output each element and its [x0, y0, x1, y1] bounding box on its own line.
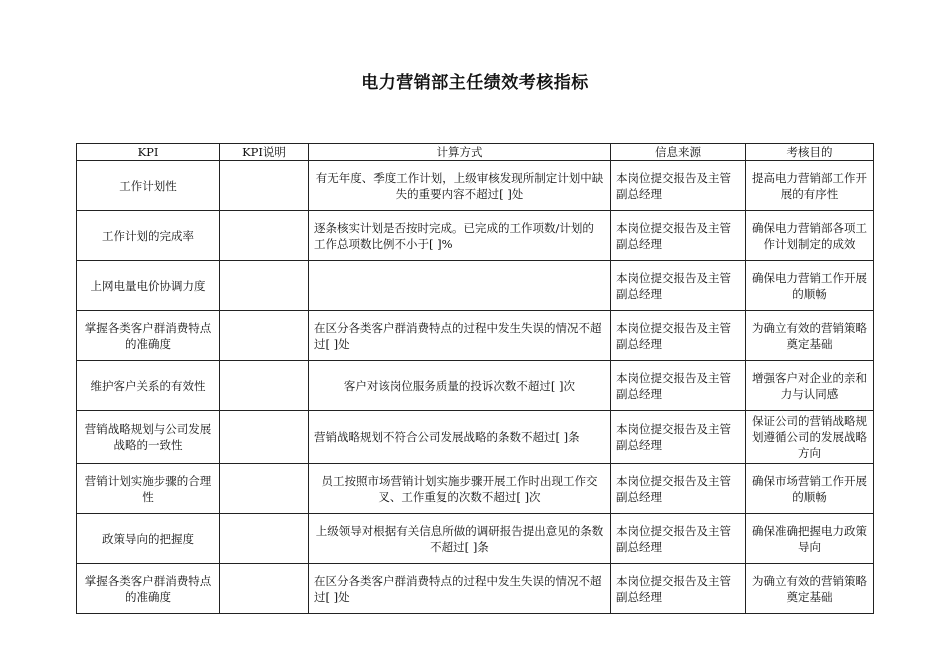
purpose-cell: 确保电力营销工作开展的顺畅: [746, 261, 874, 311]
table-row: [77, 211, 874, 261]
kpi-name-cell: 政策导向的把握度: [77, 514, 220, 564]
info-source-cell: 本岗位提交报告及主管副总经理: [611, 211, 746, 261]
info-source-cell: 本岗位提交报告及主管副总经理: [611, 464, 746, 514]
info-source-cell: 本岗位提交报告及主管副总经理: [611, 514, 746, 564]
kpi-description-cell: [220, 411, 309, 464]
kpi-name-cell: 上网电量电价协调力度: [77, 261, 220, 311]
calculation-cell: 有无年度、季度工作计划，上级审核发现所制定计划中缺失的重要内容不超过[ ]处: [309, 161, 611, 211]
kpi-description-cell: [220, 211, 309, 261]
kpi-description-cell: [220, 261, 309, 311]
table-row: [77, 514, 874, 564]
table-row: [77, 261, 874, 311]
purpose-cell: 为确立有效的营销策略奠定基础: [746, 564, 874, 614]
info-source-cell: 本岗位提交报告及主管副总经理: [611, 361, 746, 411]
kpi-name-cell: 掌握各类客户群消费特点的准确度: [77, 564, 220, 614]
header-purpose: 考核目的: [746, 144, 874, 161]
info-source-cell: 本岗位提交报告及主管副总经理: [611, 311, 746, 361]
kpi-description-cell: [220, 361, 309, 411]
table-row: [77, 464, 874, 514]
table-row: [77, 361, 874, 411]
kpi-name-cell: 营销战略规划与公司发展战略的一致性: [77, 411, 220, 464]
kpi-table: [76, 143, 874, 614]
table-row: [77, 161, 874, 211]
purpose-cell: 确保准确把握电力政策导向: [746, 514, 874, 564]
info-source-cell: 本岗位提交报告及主管副总经理: [611, 564, 746, 614]
kpi-name-cell: 营销计划实施步骤的合理性: [77, 464, 220, 514]
header-info-source: 信息来源: [611, 144, 746, 161]
kpi-description-cell: [220, 311, 309, 361]
kpi-name-cell: 掌握各类客户群消费特点的准确度: [77, 311, 220, 361]
info-source-cell: 本岗位提交报告及主管副总经理: [611, 411, 746, 464]
calculation-cell: 在区分各类客户群消费特点的过程中发生失误的情况不超过[ ]处: [309, 311, 611, 361]
header-calculation: 计算方式: [309, 144, 611, 161]
purpose-cell: 增强客户对企业的亲和力与认同感: [746, 361, 874, 411]
page-title: 电力营销部主任绩效考核指标: [361, 73, 589, 93]
info-source-cell: 本岗位提交报告及主管副总经理: [611, 161, 746, 211]
purpose-cell: 保证公司的营销战略规划遵循公司的发展战略方向: [746, 411, 874, 464]
calculation-cell: 客户对该岗位服务质量的投诉次数不超过[ ]次: [309, 361, 611, 411]
kpi-description-cell: [220, 161, 309, 211]
table-header-row: [77, 144, 874, 161]
kpi-description-cell: [220, 564, 309, 614]
kpi-description-cell: [220, 514, 309, 564]
purpose-cell: 提高电力营销部工作开展的有序性: [746, 161, 874, 211]
table-row: [77, 311, 874, 361]
purpose-cell: 确保市场营销工作开展的顺畅: [746, 464, 874, 514]
info-source-cell: 本岗位提交报告及主管副总经理: [611, 261, 746, 311]
table-row: [77, 411, 874, 464]
kpi-name-cell: 工作计划的完成率: [77, 211, 220, 261]
table-row: [77, 564, 874, 614]
calculation-cell: 逐条核实计划是否按时完成。已完成的工作项数/计划的工作总项数比例不小于[ ]%: [309, 211, 611, 261]
kpi-name-cell: 工作计划性: [77, 161, 220, 211]
header-kpi: KPI: [77, 144, 220, 161]
header-kpi-description: KPI说明: [220, 144, 309, 161]
purpose-cell: 确保电力营销部各项工作计划制定的成效: [746, 211, 874, 261]
calculation-cell: 营销战略规划不符合公司发展战略的条数不超过[ ]条: [309, 411, 611, 464]
calculation-cell: [309, 261, 611, 311]
calculation-cell: 在区分各类客户群消费特点的过程中发生失误的情况不超过[ ]处: [309, 564, 611, 614]
calculation-cell: 上级领导对根据有关信息所做的调研报告提出意见的条数不超过[ ]条: [309, 514, 611, 564]
calculation-cell: 员工按照市场营销计划实施步骤开展工作时出现工作交叉、工作重复的次数不超过[ ]次: [309, 464, 611, 514]
kpi-name-cell: 维护客户关系的有效性: [77, 361, 220, 411]
kpi-description-cell: [220, 464, 309, 514]
purpose-cell: 为确立有效的营销策略奠定基础: [746, 311, 874, 361]
